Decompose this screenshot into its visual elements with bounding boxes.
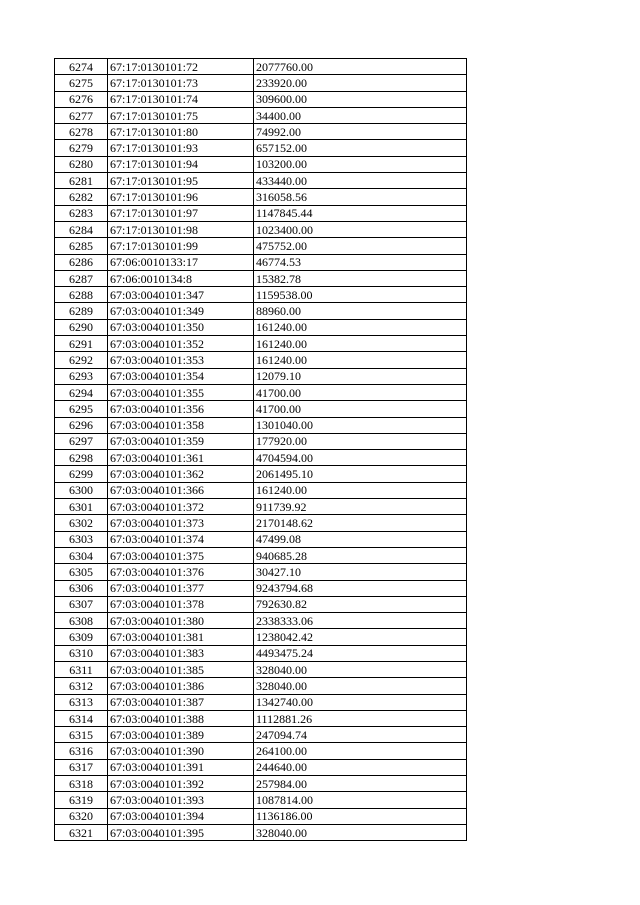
row-number-cell: 6283 — [55, 205, 108, 221]
cadastral-number-cell: 67:17:0130101:75 — [108, 107, 254, 123]
value-cell: 177920.00 — [254, 433, 467, 449]
row-number-cell: 6321 — [55, 824, 108, 840]
row-number-cell: 6297 — [55, 433, 108, 449]
row-number-cell: 6309 — [55, 629, 108, 645]
table-row — [55, 759, 467, 775]
table-row — [55, 531, 467, 547]
table-row — [55, 580, 467, 596]
table-row — [55, 694, 467, 710]
cadastral-number-cell: 67:03:0040101:361 — [108, 450, 254, 466]
table-row — [55, 727, 467, 743]
table-row — [55, 661, 467, 677]
value-cell: 233920.00 — [254, 75, 467, 91]
cadastral-number-cell: 67:03:0040101:366 — [108, 482, 254, 498]
cadastral-number-cell: 67:03:0040101:359 — [108, 433, 254, 449]
cadastral-number-cell: 67:03:0040101:355 — [108, 384, 254, 400]
row-number-cell: 6278 — [55, 124, 108, 140]
value-cell: 47499.08 — [254, 531, 467, 547]
cadastral-number-cell: 67:03:0040101:358 — [108, 417, 254, 433]
value-cell: 257984.00 — [254, 776, 467, 792]
table-row — [55, 482, 467, 498]
cadastral-number-cell: 67:03:0040101:350 — [108, 319, 254, 335]
row-number-cell: 6306 — [55, 580, 108, 596]
cadastral-number-cell: 67:03:0040101:349 — [108, 303, 254, 319]
cadastral-number-cell: 67:03:0040101:383 — [108, 645, 254, 661]
row-number-cell: 6298 — [55, 450, 108, 466]
table-row — [55, 75, 467, 91]
table-row — [55, 91, 467, 107]
row-number-cell: 6290 — [55, 319, 108, 335]
cadastral-number-cell: 67:03:0040101:394 — [108, 808, 254, 824]
cadastral-number-cell: 67:03:0040101:377 — [108, 580, 254, 596]
value-cell: 161240.00 — [254, 319, 467, 335]
cadastral-number-cell: 67:03:0040101:380 — [108, 613, 254, 629]
cadastral-number-cell: 67:03:0040101:347 — [108, 287, 254, 303]
table-row — [55, 107, 467, 123]
table-row — [55, 596, 467, 612]
value-cell: 1112881.26 — [254, 710, 467, 726]
table-row — [55, 254, 467, 270]
cadastral-number-cell: 67:17:0130101:93 — [108, 140, 254, 156]
row-number-cell: 6279 — [55, 140, 108, 156]
cadastral-number-cell: 67:03:0040101:356 — [108, 401, 254, 417]
value-cell: 1301040.00 — [254, 417, 467, 433]
value-cell: 74992.00 — [254, 124, 467, 140]
row-number-cell: 6305 — [55, 564, 108, 580]
row-number-cell: 6287 — [55, 270, 108, 286]
table-row — [55, 824, 467, 840]
row-number-cell: 6294 — [55, 384, 108, 400]
value-cell: 328040.00 — [254, 678, 467, 694]
table-row — [55, 140, 467, 156]
value-cell: 1238042.42 — [254, 629, 467, 645]
row-number-cell: 6316 — [55, 743, 108, 759]
row-number-cell: 6299 — [55, 466, 108, 482]
table-row — [55, 303, 467, 319]
row-number-cell: 6315 — [55, 727, 108, 743]
value-cell: 2061495.10 — [254, 466, 467, 482]
row-number-cell: 6293 — [55, 368, 108, 384]
value-cell: 41700.00 — [254, 384, 467, 400]
table-row — [55, 401, 467, 417]
row-number-cell: 6307 — [55, 596, 108, 612]
value-cell: 34400.00 — [254, 107, 467, 123]
cadastral-number-cell: 67:03:0040101:387 — [108, 694, 254, 710]
value-cell: 940685.28 — [254, 547, 467, 563]
table-row — [55, 417, 467, 433]
row-number-cell: 6289 — [55, 303, 108, 319]
table-row — [55, 189, 467, 205]
cadastral-number-cell: 67:17:0130101:80 — [108, 124, 254, 140]
cadastral-number-cell: 67:17:0130101:73 — [108, 75, 254, 91]
value-cell: 309600.00 — [254, 91, 467, 107]
row-number-cell: 6313 — [55, 694, 108, 710]
row-number-cell: 6284 — [55, 221, 108, 237]
value-cell: 911739.92 — [254, 499, 467, 515]
table-row — [55, 205, 467, 221]
table-row — [55, 743, 467, 759]
value-cell: 316058.56 — [254, 189, 467, 205]
row-number-cell: 6285 — [55, 238, 108, 254]
row-number-cell: 6314 — [55, 710, 108, 726]
row-number-cell: 6311 — [55, 661, 108, 677]
row-number-cell: 6276 — [55, 91, 108, 107]
value-cell: 433440.00 — [254, 173, 467, 189]
value-cell: 657152.00 — [254, 140, 467, 156]
row-number-cell: 6274 — [55, 59, 108, 75]
row-number-cell: 6312 — [55, 678, 108, 694]
row-number-cell: 6292 — [55, 352, 108, 368]
table-row — [55, 319, 467, 335]
cadastral-number-cell: 67:06:0010133:17 — [108, 254, 254, 270]
value-cell: 244640.00 — [254, 759, 467, 775]
row-number-cell: 6281 — [55, 173, 108, 189]
row-number-cell: 6304 — [55, 547, 108, 563]
value-cell: 9243794.68 — [254, 580, 467, 596]
cadastral-number-cell: 67:03:0040101:362 — [108, 466, 254, 482]
value-cell: 103200.00 — [254, 156, 467, 172]
cadastral-number-cell: 67:03:0040101:390 — [108, 743, 254, 759]
cadastral-number-cell: 67:03:0040101:378 — [108, 596, 254, 612]
table-row — [55, 710, 467, 726]
value-cell: 1023400.00 — [254, 221, 467, 237]
cadastral-number-cell: 67:03:0040101:381 — [108, 629, 254, 645]
cadastral-number-cell: 67:03:0040101:389 — [108, 727, 254, 743]
cadastral-number-cell: 67:17:0130101:97 — [108, 205, 254, 221]
cadastral-number-cell: 67:17:0130101:98 — [108, 221, 254, 237]
cadastral-number-cell: 67:03:0040101:372 — [108, 499, 254, 515]
cadastral-number-cell: 67:17:0130101:72 — [108, 59, 254, 75]
table-row — [55, 336, 467, 352]
table-row — [55, 629, 467, 645]
row-number-cell: 6302 — [55, 515, 108, 531]
value-cell: 15382.78 — [254, 270, 467, 286]
row-number-cell: 6300 — [55, 482, 108, 498]
value-cell: 792630.82 — [254, 596, 467, 612]
table-row — [55, 792, 467, 808]
value-cell: 46774.53 — [254, 254, 467, 270]
table-row — [55, 384, 467, 400]
value-cell: 161240.00 — [254, 352, 467, 368]
value-cell: 2170148.62 — [254, 515, 467, 531]
table-row — [55, 221, 467, 237]
value-cell: 2077760.00 — [254, 59, 467, 75]
cadastral-number-cell: 67:03:0040101:373 — [108, 515, 254, 531]
row-number-cell: 6295 — [55, 401, 108, 417]
value-cell: 2338333.06 — [254, 613, 467, 629]
data-table — [54, 58, 467, 841]
table-row — [55, 564, 467, 580]
row-number-cell: 6288 — [55, 287, 108, 303]
cadastral-number-cell: 67:03:0040101:391 — [108, 759, 254, 775]
row-number-cell: 6282 — [55, 189, 108, 205]
table-row — [55, 515, 467, 531]
cadastral-number-cell: 67:03:0040101:376 — [108, 564, 254, 580]
table-row — [55, 238, 467, 254]
row-number-cell: 6286 — [55, 254, 108, 270]
cadastral-number-cell: 67:03:0040101:354 — [108, 368, 254, 384]
value-cell: 1147845.44 — [254, 205, 467, 221]
value-cell: 1087814.00 — [254, 792, 467, 808]
row-number-cell: 6277 — [55, 107, 108, 123]
value-cell: 161240.00 — [254, 336, 467, 352]
table-row — [55, 368, 467, 384]
table-row — [55, 287, 467, 303]
value-cell: 12079.10 — [254, 368, 467, 384]
cadastral-number-cell: 67:03:0040101:393 — [108, 792, 254, 808]
row-number-cell: 6320 — [55, 808, 108, 824]
value-cell: 247094.74 — [254, 727, 467, 743]
value-cell: 475752.00 — [254, 238, 467, 254]
value-cell: 41700.00 — [254, 401, 467, 417]
row-number-cell: 6319 — [55, 792, 108, 808]
table-row — [55, 808, 467, 824]
table-row — [55, 466, 467, 482]
table-row — [55, 499, 467, 515]
table-row — [55, 450, 467, 466]
row-number-cell: 6301 — [55, 499, 108, 515]
cadastral-number-cell: 67:06:0010134:8 — [108, 270, 254, 286]
row-number-cell: 6280 — [55, 156, 108, 172]
cadastral-number-cell: 67:03:0040101:392 — [108, 776, 254, 792]
table-row — [55, 173, 467, 189]
row-number-cell: 6296 — [55, 417, 108, 433]
cadastral-number-cell: 67:17:0130101:96 — [108, 189, 254, 205]
value-cell: 4493475.24 — [254, 645, 467, 661]
cadastral-number-cell: 67:03:0040101:385 — [108, 661, 254, 677]
table-row — [55, 156, 467, 172]
row-number-cell: 6317 — [55, 759, 108, 775]
cadastral-number-cell: 67:03:0040101:386 — [108, 678, 254, 694]
value-cell: 30427.10 — [254, 564, 467, 580]
value-cell: 88960.00 — [254, 303, 467, 319]
table-row — [55, 352, 467, 368]
row-number-cell: 6310 — [55, 645, 108, 661]
row-number-cell: 6303 — [55, 531, 108, 547]
cadastral-number-cell: 67:03:0040101:352 — [108, 336, 254, 352]
table-row — [55, 613, 467, 629]
table-row — [55, 433, 467, 449]
cadastral-number-cell: 67:03:0040101:388 — [108, 710, 254, 726]
table-row — [55, 776, 467, 792]
table-body — [55, 59, 467, 841]
cadastral-number-cell: 67:17:0130101:95 — [108, 173, 254, 189]
value-cell: 328040.00 — [254, 661, 467, 677]
value-cell: 1159538.00 — [254, 287, 467, 303]
table-row — [55, 547, 467, 563]
row-number-cell: 6318 — [55, 776, 108, 792]
value-cell: 264100.00 — [254, 743, 467, 759]
cadastral-number-cell: 67:03:0040101:395 — [108, 824, 254, 840]
cadastral-number-cell: 67:03:0040101:374 — [108, 531, 254, 547]
cadastral-number-cell: 67:17:0130101:74 — [108, 91, 254, 107]
value-cell: 161240.00 — [254, 482, 467, 498]
value-cell: 1342740.00 — [254, 694, 467, 710]
cadastral-number-cell: 67:03:0040101:353 — [108, 352, 254, 368]
value-cell: 1136186.00 — [254, 808, 467, 824]
cadastral-number-cell: 67:03:0040101:375 — [108, 547, 254, 563]
row-number-cell: 6308 — [55, 613, 108, 629]
row-number-cell: 6275 — [55, 75, 108, 91]
table-row — [55, 645, 467, 661]
value-cell: 4704594.00 — [254, 450, 467, 466]
value-cell: 328040.00 — [254, 824, 467, 840]
table-row — [55, 124, 467, 140]
cadastral-number-cell: 67:17:0130101:94 — [108, 156, 254, 172]
cadastral-number-cell: 67:17:0130101:99 — [108, 238, 254, 254]
row-number-cell: 6291 — [55, 336, 108, 352]
table-row — [55, 59, 467, 75]
table-row — [55, 270, 467, 286]
table-row — [55, 678, 467, 694]
